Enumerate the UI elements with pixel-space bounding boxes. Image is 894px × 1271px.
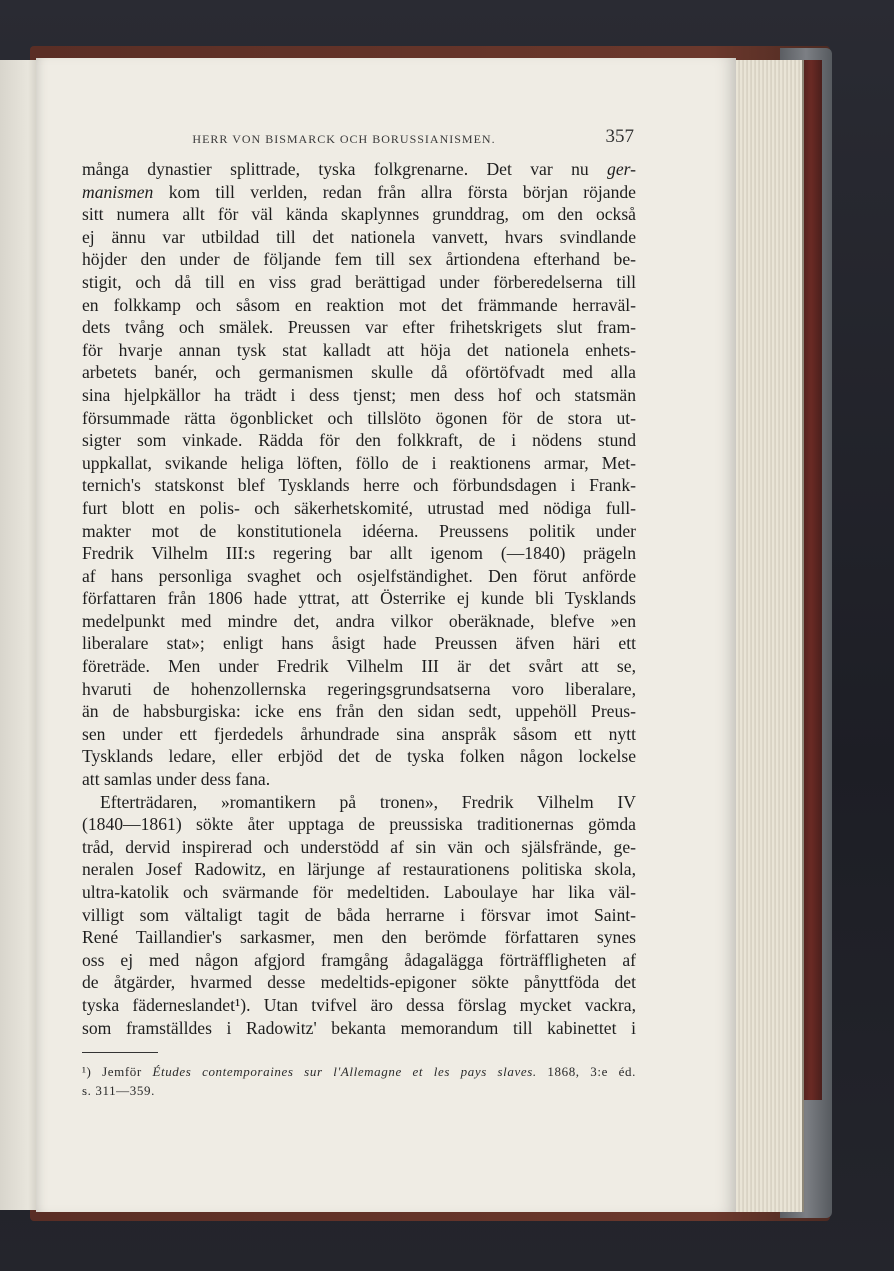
italic-word: manismen <box>82 181 154 202</box>
footnote-edition: 1868, 3:e éd. <box>547 1064 636 1079</box>
text-line: stigit, och då till en viss grad berättigad under förberedelserna till <box>82 271 636 292</box>
text-line: Tysklands ledare, eller erbjöd det de tyska folken någon lockelse <box>82 746 636 767</box>
footnote-prefix: Jemför <box>102 1064 142 1079</box>
text-line: de åtgärder, hvarmed desse medeltids-epigoner sökte pånyttföda det <box>82 972 636 993</box>
page-number: 357 <box>605 126 634 147</box>
text-line: oss ej med någon afgjord framgång ådagalägga förträffligheten af <box>82 949 636 970</box>
footnote-title: Études contemporaines sur l'Allemagne et les pays slaves. <box>152 1064 537 1079</box>
text-line: medelpunkt med mindre det, andra vilkor oberäknade, blefve »en <box>82 610 636 631</box>
footnote <box>82 1062 636 1100</box>
text-line: som framställdes i Radowitz' bekanta memorandum till kabinettet i <box>82 1017 636 1038</box>
text-line: sitt numera allt för väl kända skaplynnes grunddrag, om den också <box>82 204 636 225</box>
text-line: författaren från 1806 hade yttrat, att Österrike ej kunde bli Tysklands <box>82 588 636 609</box>
text-line: neralen Josef Radowitz, en lärjunge af restaurationens politiska skola, <box>82 859 636 880</box>
text-line: Efterträdaren, »romantikern på tronen», Fredrik Vilhelm IV <box>100 791 636 812</box>
text-line: ej ännu var utbildad till det nationela vanvett, hvars svindlande <box>82 226 636 247</box>
text-line: att samlas under dess fana. <box>82 769 271 790</box>
text-line: furt blott en polis- och säkerhetskomité, utrustad med nödiga full- <box>82 497 636 518</box>
footnote-rule <box>82 1052 158 1053</box>
text-line: hvaruti de hohenzollernska regeringsgrundsatserna voro liberalare, <box>82 678 636 699</box>
text-line: uppkallat, svikande heliga löften, föllo de i reaktionens armar, Met- <box>82 452 636 473</box>
footnote-marker: ¹) <box>82 1064 92 1079</box>
text-line: af hans personliga svaghet och osjelfständighet. Den förut anförde <box>82 565 636 586</box>
text-line: höjder den under de följande fem till sex årtiondena efterhand be- <box>82 249 636 270</box>
text-line: försummade rätta ögonblicket och tillslöto ögonen för de stora ut- <box>82 407 636 428</box>
text-line: tyska fäderneslandet¹). Utan tvifvel äro dessa förslag mycket vackra, <box>82 994 636 1015</box>
text-line: sina hjelpkällor ha trädt i dess tjenst; men dess hof och statsmän <box>82 384 636 405</box>
text-line: för hvarje annan tysk stat kalladt att höja det nationela enhets- <box>82 339 636 360</box>
italic-word: ger- <box>607 159 636 179</box>
text-line: företräde. Men under Fredrik Vilhelm III är det svårt att se, <box>82 656 636 677</box>
footnote-pages: s. 311—359. <box>82 1083 155 1098</box>
text-line: dets tvång och smälek. Preussen var efter frihetskrigets slut fram- <box>82 317 636 338</box>
text-line: tråd, dervid inspirerad och understödd af sin vän och själsfrände, ge- <box>82 836 636 857</box>
text-line: många dynastier splittrade, tyska folkgrenarne. Det var nu ger- <box>82 159 636 179</box>
text-line: än de habsburgiska: icke ens från den sidan sedt, uppehöll Preus- <box>82 701 636 722</box>
footnote-line <box>82 1062 636 1081</box>
text-line: manismen kom till verlden, redan från allra första början röjande <box>82 181 636 202</box>
body-text <box>82 158 636 1039</box>
text-line: sen under ett fjerdedels århundrade sina anspråk såsom ett nytt <box>82 723 636 744</box>
text-line: arbetets banér, och germanismen skulle då oförtöfvadt med alla <box>82 362 636 383</box>
text-line: ternich's statskonst blef Tysklands herre och förbundsdagen i Frank- <box>82 475 636 496</box>
previous-page-edge <box>0 60 41 1210</box>
text-line: liberalare stat»; enligt hans åsigt hade Preussen äfven häri ett <box>82 633 636 654</box>
running-head: HERR VON BISMARCK OCH BORUSSIANISMEN. <box>192 132 496 146</box>
page-block-edges <box>728 60 804 1212</box>
text-line: (1840—1861) sökte åter upptaga de preussiska traditionernas gömda <box>82 814 636 835</box>
text-line: sigter som vinkade. Rädda för den folkkraft, de i nödens stund <box>82 430 636 451</box>
text-line: villigt som vältaligt tagit de båda herrarne i försvar imot Saint- <box>82 904 636 925</box>
text-line: en folkkamp och såsom en reaktion mot det främmande herraväl- <box>82 294 636 315</box>
text-line: makter mot de konstitutionela idéerna. Preussens politik under <box>82 520 636 541</box>
text-line: Fredrik Vilhelm III:s regering bar allt igenom (—1840) prägeln <box>82 543 636 564</box>
text-line: ultra-katolik och svärmande för medeltiden. Laboulaye har lika väl- <box>82 882 636 902</box>
text-line: René Taillandier's sarkasmer, men den berömde författaren synes <box>82 927 636 948</box>
